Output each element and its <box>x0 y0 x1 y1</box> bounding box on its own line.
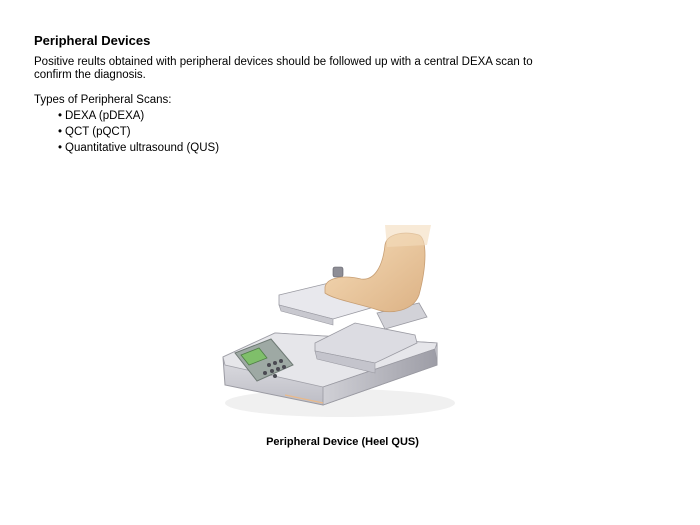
bullet-icon: • <box>58 142 63 154</box>
figure-caption: Peripheral Device (Heel QUS) <box>266 436 419 448</box>
scan-type-label: DEXA (pDEXA) <box>65 110 145 122</box>
heel-qus-device-illustration <box>205 225 465 425</box>
scan-type-label: Quantitative ultrasound (QUS) <box>65 142 220 154</box>
bullet-icon: • <box>58 126 63 138</box>
scan-type-item <box>58 140 219 156</box>
page-title: Peripheral Devices <box>34 33 151 48</box>
scan-types-heading: Types of Peripheral Scans: <box>34 94 172 106</box>
scan-types-list <box>58 108 219 156</box>
scan-type-label: QCT (pQCT) <box>65 126 131 138</box>
intro-text: Positive reults obtained with peripheral devices should be followed up with a central DEXA scan to confirm the diagnosis. <box>34 56 533 81</box>
heel-qus-device-icon <box>205 225 465 425</box>
scan-type-item <box>58 108 219 124</box>
bullet-icon: • <box>58 110 63 122</box>
scan-type-item <box>58 124 219 140</box>
